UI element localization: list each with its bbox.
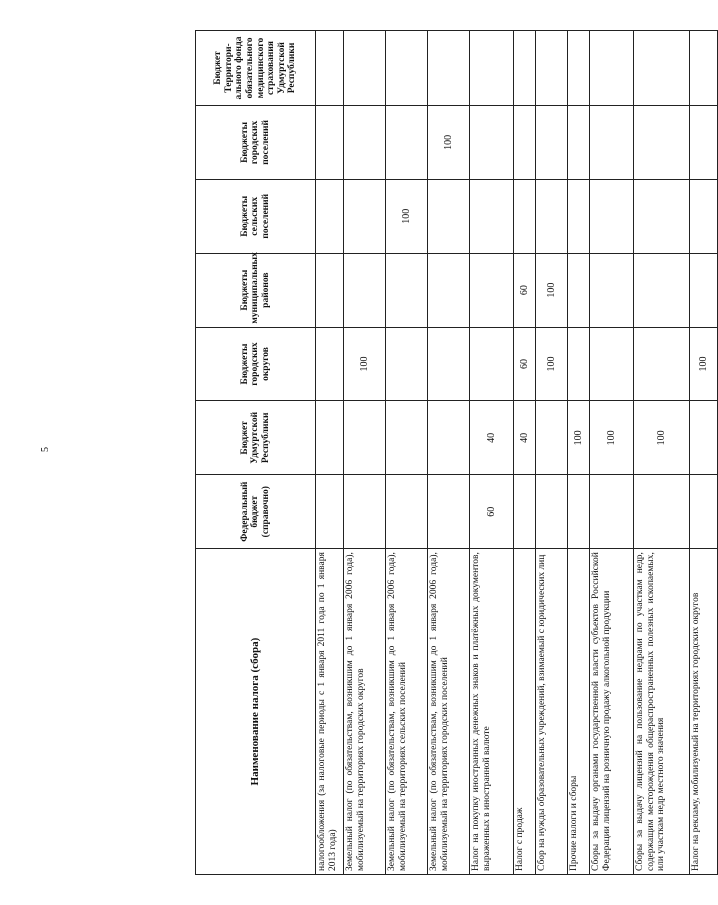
row-value-cell: 100 — [428, 105, 470, 179]
row-value-cell — [514, 31, 536, 106]
row-tax-name: Земельный налог (по обязательствам, возникшим до 1 января 2006 года), мобилизуемый на территориях городских округов — [344, 549, 386, 875]
row-value-cell — [690, 179, 718, 253]
row-value-cell — [568, 31, 590, 106]
table-row — [514, 31, 536, 875]
row-value-cell — [316, 31, 344, 106]
table-row — [344, 31, 386, 875]
row-value-cell — [344, 179, 386, 253]
column-header-federal: Федеральный бюджет (справочно) — [196, 475, 316, 549]
column-header-medical-fund: Бюджет Территори- ального фонда обязательного медицинского страхования Удмуртской Республики — [196, 31, 316, 106]
row-value-cell — [690, 401, 718, 475]
table-row — [316, 31, 344, 875]
row-tax-name: Земельный налог (по обязательствам, возникшим до 1 января 2006 года), мобилизуемый на территориях сельских поселений — [386, 549, 428, 875]
table-header-row — [196, 31, 316, 875]
row-value-cell — [344, 401, 386, 475]
row-tax-name: Сборы за выдачу органами государственной власти субъектов Российской Федерации лицензий на розничную продажу алкогольной продукции — [590, 549, 634, 875]
row-value-cell — [690, 475, 718, 549]
row-tax-name: Налог на рекламу, мобилизуемый на территориях городских округов — [690, 549, 718, 875]
row-value-cell — [590, 31, 634, 106]
row-value-cell — [316, 253, 344, 327]
row-value-cell — [590, 327, 634, 401]
row-value-cell — [514, 475, 536, 549]
row-value-cell — [428, 31, 470, 106]
row-value-cell — [470, 327, 514, 401]
row-value-cell — [536, 475, 568, 549]
row-value-cell — [428, 253, 470, 327]
row-value-cell: 100 — [634, 401, 690, 475]
row-value-cell — [690, 253, 718, 327]
table-row — [590, 31, 634, 875]
table-row — [690, 31, 718, 875]
row-value-cell: 100 — [536, 327, 568, 401]
row-value-cell — [344, 31, 386, 106]
row-value-cell — [386, 253, 428, 327]
row-value-cell — [316, 179, 344, 253]
row-value-cell: 60 — [470, 475, 514, 549]
column-header-city-districts: Бюджеты городских округов — [196, 327, 316, 401]
row-tax-name: Земельный налог (по обязательствам, возникшим до 1 января 2006 года), мобилизуемый на территориях городских поселений — [428, 549, 470, 875]
row-value-cell: 100 — [690, 327, 718, 401]
row-value-cell — [470, 179, 514, 253]
column-header-municipal-districts: Бюджеты муниципальных районов — [196, 253, 316, 327]
row-value-cell — [634, 253, 690, 327]
table-row — [536, 31, 568, 875]
row-value-cell — [428, 475, 470, 549]
row-tax-name: Налог с продаж — [514, 549, 536, 875]
row-value-cell — [590, 179, 634, 253]
row-value-cell — [514, 179, 536, 253]
row-value-cell — [344, 105, 386, 179]
row-value-cell — [590, 253, 634, 327]
row-value-cell — [386, 105, 428, 179]
row-value-cell — [470, 31, 514, 106]
row-value-cell — [470, 253, 514, 327]
row-value-cell — [536, 31, 568, 106]
row-tax-name: Прочие налоги и сборы — [568, 549, 590, 875]
table-row — [470, 31, 514, 875]
row-value-cell — [568, 179, 590, 253]
row-value-cell: 40 — [470, 401, 514, 475]
page-number: 5 — [40, 447, 51, 452]
column-header-tax-name: Наименование налога (сбора) — [196, 549, 316, 875]
row-value-cell — [634, 327, 690, 401]
row-value-cell — [568, 253, 590, 327]
column-header-rural-settlements: Бюджеты сельских поселений — [196, 179, 316, 253]
row-value-cell — [316, 401, 344, 475]
row-tax-name: Сбор на нужды образовательных учреждений, взимаемый с юридических лиц — [536, 549, 568, 875]
row-value-cell — [344, 253, 386, 327]
table-row — [634, 31, 690, 875]
row-value-cell — [428, 179, 470, 253]
row-value-cell: 60 — [514, 327, 536, 401]
row-value-cell — [634, 179, 690, 253]
row-value-cell — [568, 327, 590, 401]
table-row — [386, 31, 428, 875]
row-value-cell — [590, 475, 634, 549]
row-value-cell — [428, 327, 470, 401]
table-body — [316, 31, 718, 875]
row-value-cell — [514, 105, 536, 179]
column-header-republic: Бюджет Удмуртской Республики — [196, 401, 316, 475]
row-value-cell: 40 — [514, 401, 536, 475]
row-value-cell — [386, 31, 428, 106]
row-value-cell: 100 — [386, 179, 428, 253]
row-value-cell — [590, 105, 634, 179]
row-value-cell — [470, 105, 514, 179]
row-value-cell — [344, 475, 386, 549]
row-value-cell — [634, 475, 690, 549]
row-value-cell — [316, 105, 344, 179]
tax-distribution-table — [195, 30, 718, 875]
row-value-cell: 100 — [568, 401, 590, 475]
row-value-cell: 100 — [344, 327, 386, 401]
row-value-cell — [634, 31, 690, 106]
row-value-cell — [536, 105, 568, 179]
rotated-page — [195, 30, 709, 875]
row-value-cell — [316, 327, 344, 401]
row-value-cell — [386, 401, 428, 475]
row-tax-name: Сборы за выдачу лицензий на пользование недрами по участкам недр, содержащим месторождения общераспространенных полезных ископаемых, или участкам недр местного значения — [634, 549, 690, 875]
row-value-cell — [316, 475, 344, 549]
row-value-cell — [690, 105, 718, 179]
row-value-cell — [634, 105, 690, 179]
row-value-cell — [386, 475, 428, 549]
row-value-cell: 100 — [590, 401, 634, 475]
row-tax-name: Налог на покупку иностранных денежных знаков и платёжных документов, выраженных в иностранной валюте — [470, 549, 514, 875]
row-value-cell — [536, 401, 568, 475]
table-row — [568, 31, 590, 875]
row-value-cell — [568, 475, 590, 549]
row-value-cell: 60 — [514, 253, 536, 327]
row-value-cell — [690, 31, 718, 106]
column-header-urban-settlements: Бюджеты городских поселений — [196, 105, 316, 179]
row-value-cell — [428, 401, 470, 475]
row-tax-name: налогообложения (за налоговые периоды с 1 января 2011 года по 1 января 2013 года) — [316, 549, 344, 875]
table-row — [428, 31, 470, 875]
row-value-cell — [568, 105, 590, 179]
row-value-cell — [536, 179, 568, 253]
row-value-cell: 100 — [536, 253, 568, 327]
row-value-cell — [386, 327, 428, 401]
